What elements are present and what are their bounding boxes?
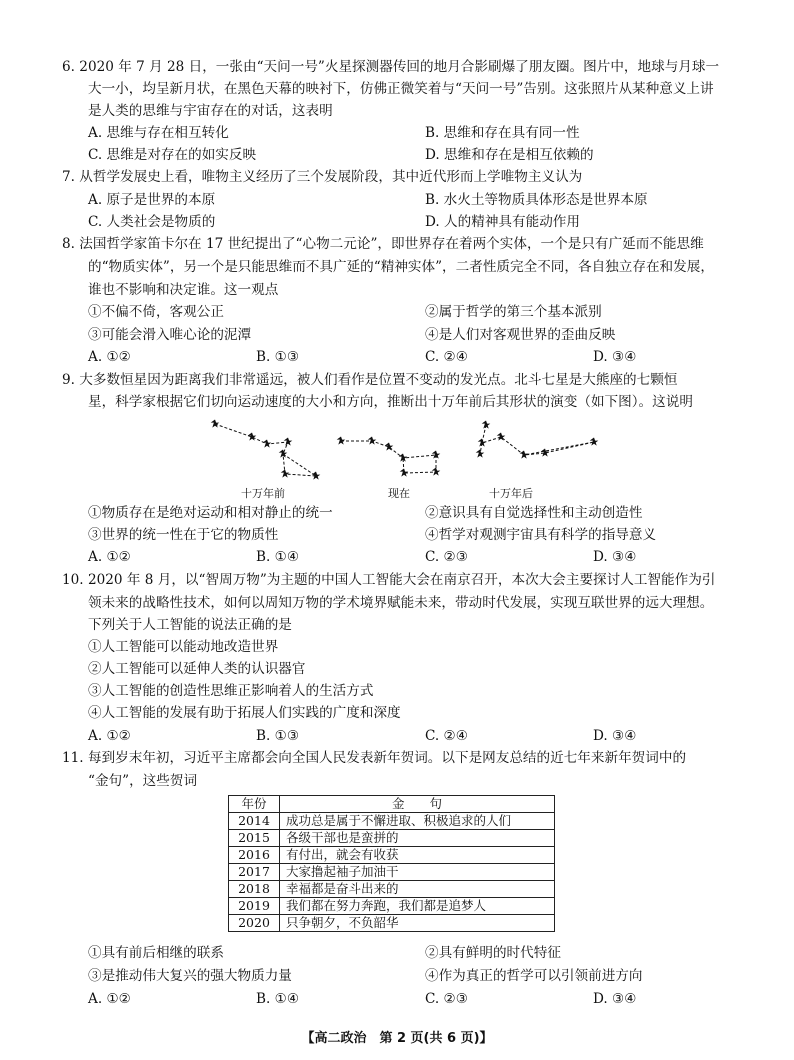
q11-item-4: ④作为真正的哲学可以引领前进方向	[425, 968, 643, 984]
q11-option-a: A. ①②	[88, 991, 131, 1007]
table-cell-year: 2016	[229, 847, 280, 864]
table-cell-quote: 只争朝夕，不负韶华	[280, 915, 555, 932]
q9-option-a: A. ①②	[88, 549, 131, 565]
q10-option-d: D. ③④	[593, 728, 637, 744]
table-cell-quote: 各级干部也是蛮拼的	[280, 830, 555, 847]
q6-option-c: C. 思维是对存在的如实反映	[88, 147, 257, 163]
q10-option-c: C. ②④	[425, 728, 468, 744]
q11-option-d: D. ③④	[593, 991, 637, 1007]
q10-stem-line3: 下列关于人工智能的说法正确的是	[88, 617, 292, 633]
table-cell-quote: 有付出，就会有收获	[280, 847, 555, 864]
table-header-year: 年份	[229, 796, 280, 813]
page-footer: 【高二政治 第 2 页(共 6 页)】	[301, 1031, 493, 1046]
q11-item-3: ③是推动伟大复兴的强大物质力量	[88, 968, 292, 984]
table-row	[229, 881, 555, 898]
q10-item-4: ④人工智能的发展有助于拓展人们实践的广度和深度	[88, 705, 401, 721]
q8-option-a: A. ①②	[88, 349, 131, 365]
q10-stem-line1: 10. 2020 年 8 月，以“智周万物”为主题的中国人工智能大会在南京召开，本次大会主要探讨人工智能作为引	[62, 572, 716, 588]
figure-label-present: 现在	[388, 487, 410, 500]
table-cell-year: 2018	[229, 881, 280, 898]
big-dipper-figure	[0, 0, 794, 520]
table-cell-year: 2019	[229, 898, 280, 915]
q9-option-d: D. ③④	[593, 549, 637, 565]
q7-option-c: C. 人类社会是物质的	[88, 214, 216, 230]
q11-stem-line2: “金句”，这些贺词	[88, 773, 198, 789]
dipper-future	[480, 425, 594, 455]
q9-item-4: ④哲学对观测宇宙具有科学的指导意义	[425, 527, 657, 543]
q8-stem-line3: 谁也不影响和决定谁。这一观点	[88, 282, 279, 298]
q8-option-b: B. ①③	[256, 349, 300, 365]
q6-stem-line1: 6. 2020 年 7 月 28 日，一张由“天问一号”火星探测器传回的地月合影刷爆了朋友圈。图片中，地球与月球一	[62, 59, 720, 75]
q9-option-c: C. ②③	[425, 549, 468, 565]
q10-stem-line2: 领未来的战略性技术，如何以周知万物的学术境界赋能未来，带动时代发展，实现互联世界的远大理想。	[88, 595, 714, 611]
table-row	[229, 813, 555, 830]
new-year-quotes-table	[228, 795, 555, 932]
table-header-row	[229, 796, 555, 813]
q11-item-2: ②具有鲜明的时代特征	[425, 945, 561, 961]
q8-item-3: ③可能会滑入唯心论的泥潭	[88, 327, 252, 343]
q6-option-d: D. 思维和存在是相互依赖的	[425, 147, 594, 163]
q8-item-4: ④是人们对客观世界的歪曲反映	[425, 327, 616, 343]
q10-item-1: ①人工智能可以能动地改造世界	[88, 639, 279, 655]
q8-stem-line1: 8. 法国哲学家笛卡尔在 17 世纪提出了“心物二元论”，即世界存在着两个实体，一个是只有广延而不能思维	[62, 236, 704, 252]
table-cell-year: 2020	[229, 915, 280, 932]
q11-stem-line1: 11. 每到岁末年初，习近平主席都会向全国人民发表新年贺词。以下是网友总结的近七年来新年贺词中的	[62, 750, 687, 766]
q8-option-c: C. ②④	[425, 349, 468, 365]
q11-option-b: B. ①④	[256, 991, 300, 1007]
table-row	[229, 830, 555, 847]
q11-option-c: C. ②③	[425, 991, 468, 1007]
q9-item-2: ②意识具有自觉选择性和主动创造性	[425, 505, 643, 521]
q6-option-a: A. 思维与存在相互转化	[88, 125, 229, 141]
q6-stem-line2: 大一小，均呈新月状，在黑色天幕的映衬下，仿佛正微笑着与“天问一号”告别。这张照片从某种意义上讲	[88, 81, 714, 97]
table-header-quote: 金 句	[280, 796, 555, 813]
q8-stem-line2: 的“物质实体”，另一个是只能思维而不具广延的“精神实体”，二者性质完全不同，各自独立存在和发展，	[88, 259, 714, 275]
q8-option-d: D. ③④	[593, 349, 637, 365]
q10-item-2: ②人工智能可以延伸人类的认识器官	[88, 661, 306, 677]
table-cell-quote: 我们都在努力奔跑，我们都是追梦人	[280, 898, 555, 915]
q9-option-b: B. ①④	[256, 549, 300, 565]
table-row	[229, 915, 555, 932]
table-cell-quote: 大家撸起袖子加油干	[280, 864, 555, 881]
q10-option-b: B. ①③	[256, 728, 300, 744]
q10-item-3: ③人工智能的创造性思维正影响着人的生活方式	[88, 683, 374, 699]
dipper-past	[215, 424, 316, 476]
q8-item-2: ②属于哲学的第三个基本派别	[425, 304, 602, 320]
q9-stem-line2: 星，科学家根据它们切向运动速度的大小和方向，推断出十万年前后其形状的演变（如下图）。这说明	[88, 394, 693, 410]
table-cell-year: 2015	[229, 830, 280, 847]
q9-item-3: ③世界的统一性在于它的物质性	[88, 527, 279, 543]
figure-label-past: 十万年前	[241, 487, 285, 500]
table-row	[229, 898, 555, 915]
table-cell-quote: 成功总是属于不懈进取、积极追求的人们	[280, 813, 555, 830]
dipper-present-stars	[337, 437, 441, 477]
table-cell-year: 2014	[229, 813, 280, 830]
q6-option-b: B. 思维和存在具有同一性	[425, 125, 580, 141]
q8-item-1: ①不偏不倚，客观公正	[88, 304, 224, 320]
q10-option-a: A. ①②	[88, 728, 131, 744]
table-cell-year: 2017	[229, 864, 280, 881]
q11-item-1: ①具有前后相继的联系	[88, 945, 224, 961]
table-row	[229, 847, 555, 864]
q9-item-1: ①物质存在是绝对运动和相对静止的统一	[88, 505, 333, 521]
q7-option-b: B. 水火土等物质具体形态是世界本原	[425, 192, 648, 208]
figure-label-future: 十万年后	[489, 487, 533, 500]
q9-stem-line1: 9. 大多数恒星因为距离我们非常遥远，被人们看作是位置不变动的发光点。北斗七星是大熊座的七颗恒	[62, 372, 678, 388]
q7-option-d: D. 人的精神具有能动作用	[425, 214, 580, 230]
table-row	[229, 864, 555, 881]
q7-stem: 7. 从哲学发展史上看，唯物主义经历了三个发展阶段，其中近代形而上学唯物主义认为	[62, 169, 583, 185]
q6-stem-line3: 是人类的思维与宇宙存在的对话，这表明	[88, 103, 333, 119]
table-cell-quote: 幸福都是奋斗出来的	[280, 881, 555, 898]
q7-option-a: A. 原子是世界的本原	[88, 192, 216, 208]
